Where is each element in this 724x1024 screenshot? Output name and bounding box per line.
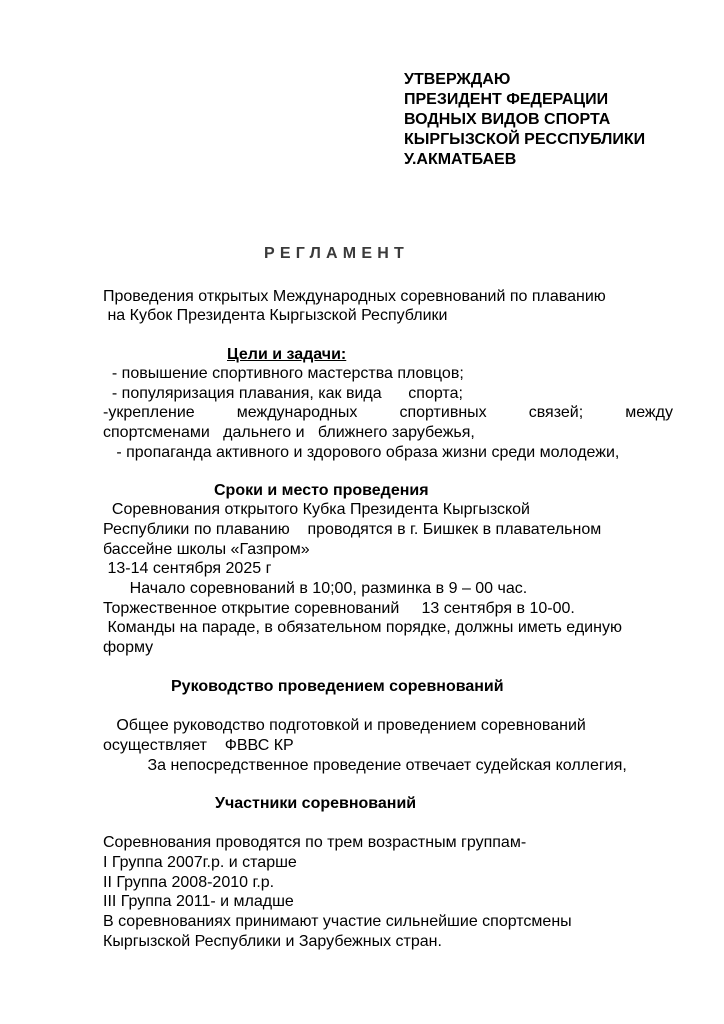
- goals-heading: Цели и задачи:: [227, 346, 347, 363]
- timing-line: форму: [103, 639, 154, 656]
- goals-word: между: [625, 404, 673, 421]
- timing-line: Республики по плаванию проводятся в г. Бишкек в плавательном: [103, 521, 602, 538]
- approval-line: ВОДНЫХ ВИДОВ СПОРТА: [404, 111, 611, 128]
- participants-line: Соревнования проводятся по трем возрастным группам-: [103, 834, 527, 851]
- timing-line: бассейне школы «Газпром»: [103, 541, 310, 558]
- participants-line: II Группа 2008-2010 г.р.: [103, 874, 275, 891]
- goals-item: - повышение спортивного мастерства пловцов;: [103, 365, 464, 382]
- timing-line: Начало соревнований в 10;00, разминка в 9 – 00 час.: [103, 580, 528, 597]
- management-line: осуществляет ФВВС КР: [103, 737, 294, 754]
- participants-line: III Группа 2011- и младше: [103, 893, 294, 910]
- management-line: За непосредственное проведение отвечает судейская коллегия,: [103, 757, 627, 774]
- goals-item: спортсменами дальнего и ближнего зарубежья,: [103, 424, 475, 441]
- approval-line: УТВЕРЖДАЮ: [404, 71, 511, 88]
- management-heading: Руководство проведением соревнований: [171, 678, 504, 695]
- participants-line: I Группа 2007г.р. и старше: [103, 854, 297, 871]
- intro-line: на Кубок Президента Кыргызской Республики: [103, 307, 448, 324]
- approval-line: ПРЕЗИДЕНТ ФЕДЕРАЦИИ: [404, 91, 609, 108]
- timing-heading: Сроки и место проведения: [214, 482, 429, 499]
- goals-word: -укрепление: [103, 404, 195, 421]
- goals-word: спортивных: [399, 404, 487, 421]
- goals-item-justified: [103, 403, 673, 423]
- management-line: Общее руководство подготовкой и проведением соревнований: [103, 717, 586, 734]
- timing-line: Соревнования открытого Кубка Президента Кыргызской: [103, 501, 530, 518]
- participants-heading: Участники соревнований: [215, 795, 417, 812]
- timing-line: Команды на параде, в обязательном порядке, должны иметь единую: [103, 619, 622, 636]
- timing-line: Торжественное открытие соревнований 13 сентября в 10-00.: [103, 600, 575, 617]
- document-title: РЕГЛАМЕНТ: [264, 245, 409, 262]
- participants-line: Кыргызской Республики и Зарубежных стран.: [103, 933, 442, 950]
- goals-word: связей;: [528, 404, 584, 421]
- timing-line: 13-14 сентября 2025 г: [103, 560, 272, 577]
- goals-item: - популяризация плавания, как вида спорта;: [103, 385, 463, 402]
- goals-item: - пропаганда активного и здорового образа жизни среди молодежи,: [103, 444, 620, 461]
- participants-line: В соревнованиях принимают участие сильнейшие спортсмены: [103, 913, 572, 930]
- approval-line: КЫРГЫЗСКОЙ РЕССПУБЛИКИ: [404, 131, 646, 148]
- intro-line: Проведения открытых Международных соревнований по плаванию: [103, 288, 606, 305]
- goals-word: международных: [236, 404, 358, 421]
- approval-line: У.АКМАТБАЕВ: [404, 151, 517, 168]
